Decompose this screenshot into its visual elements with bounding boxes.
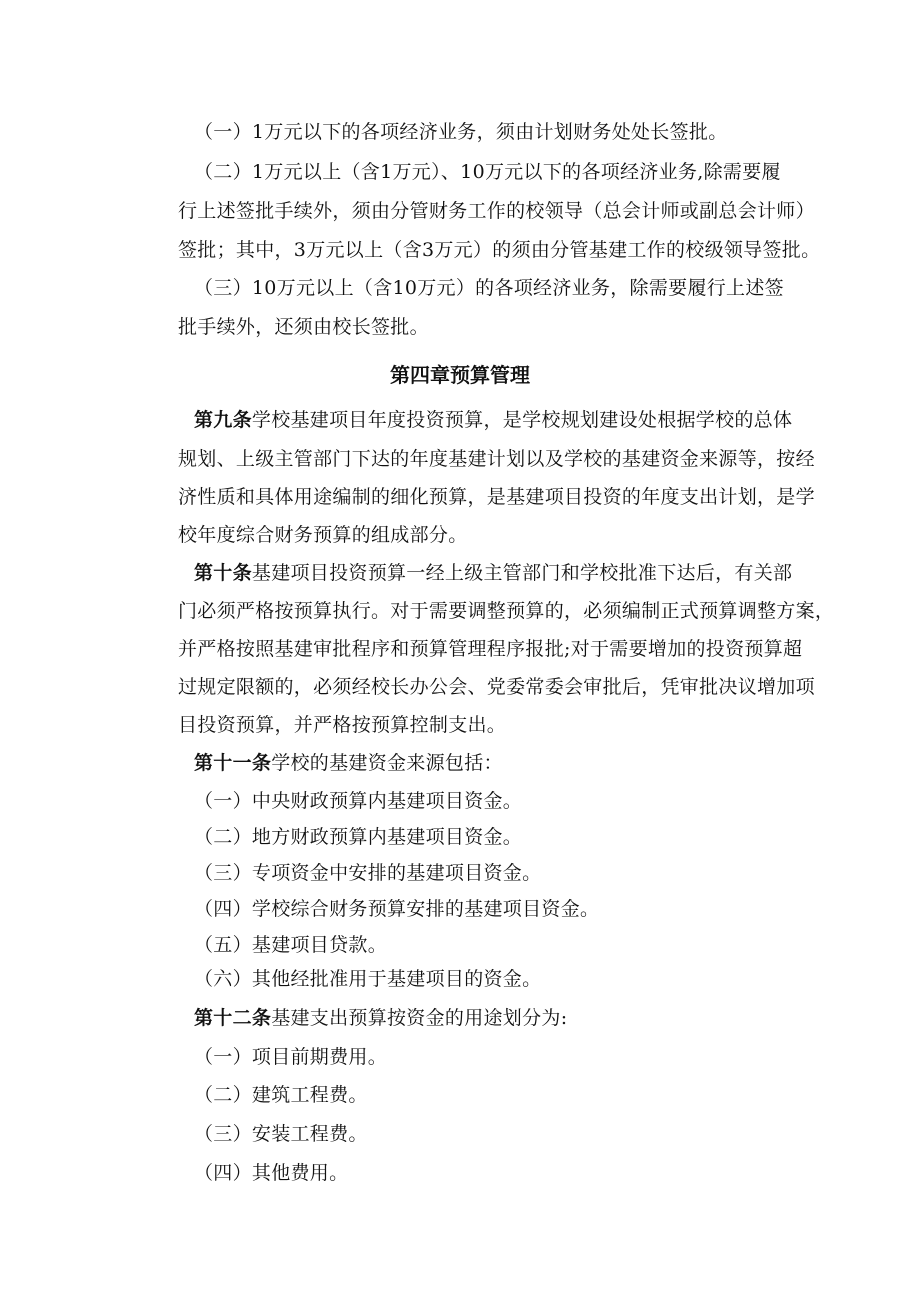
list-item: （四）学校综合财务预算安排的基建项目资金。 — [194, 898, 600, 920]
article-12-intro-text: 基建支出预算按资金的用途划分为: — [271, 1007, 568, 1029]
list-item: （三）安装工程费。 — [194, 1123, 368, 1145]
paragraph-item-2-line-2: 行上述签批手续外，须由分管财务工作的校领导（总会计师或副总会计师） — [178, 200, 815, 222]
article-12-intro — [194, 1005, 567, 1031]
chapter-heading: 第四章预算管理 — [390, 363, 530, 387]
list-item: （三）专项资金中安排的基建项目资金。 — [194, 862, 542, 884]
article-10-line-1 — [194, 560, 792, 586]
article-12-label: 第十二条 — [194, 1007, 272, 1029]
paragraph-item-3-line-1: （三）10万元以上（含10万元）的各项经济业务，除需要履行上述签 — [194, 277, 784, 299]
article-9-label: 第九条 — [194, 409, 252, 431]
article-10-line-5: 目投资预算，并严格按预算控制支出。 — [178, 714, 507, 736]
list-item: （一）项目前期费用。 — [194, 1046, 388, 1068]
article-11-intro — [194, 750, 503, 776]
article-9-line-2: 规划、上级主管部门下达的年度基建计划以及学校的基建资金来源等，按经 — [178, 448, 815, 470]
article-9-text-1: 学校基建项目年度投资预算，是学校规划建设处根据学校的总体 — [251, 409, 793, 431]
list-item: （二）建筑工程费。 — [194, 1084, 368, 1106]
paragraph-item-2-line-1: （二）1万元以上（含1万元）、10万元以下的各项经济业务,除需要履 — [194, 161, 781, 183]
paragraph-item-1: （一）1万元以下的各项经济业务，须由计划财务处处长签批。 — [194, 121, 728, 143]
article-10-line-3: 并严格按照基建审批程序和预算管理程序报批;对于需要增加的投资预算超 — [178, 638, 803, 660]
article-9-line-1 — [194, 407, 792, 433]
article-11-label: 第十一条 — [194, 752, 272, 774]
list-item: （二）地方财政预算内基建项目资金。 — [194, 826, 523, 848]
list-item: （五）基建项目贷款。 — [194, 934, 388, 956]
article-10-label: 第十条 — [194, 562, 252, 584]
list-item: （四）其他费用。 — [194, 1162, 349, 1184]
paragraph-item-3-line-2: 批手续外，还须由校长签批。 — [178, 316, 429, 338]
article-11-intro-text: 学校的基建资金来源包括： — [271, 752, 503, 774]
article-10-text-1: 基建项目投资预算一经上级主管部门和学校批准下达后，有关部 — [251, 562, 793, 584]
list-item: （六）其他经批准用于基建项目的资金。 — [194, 968, 542, 990]
article-10-line-2: 门必须严格按预算执行。对于需要调整预算的，必须编制正式预算调整方案， — [178, 600, 835, 622]
article-10-line-4: 过规定限额的，必须经校长办公会、党委常委会审批后，凭审批决议增加项 — [178, 676, 815, 698]
article-9-line-4: 校年度综合财务预算的组成部分。 — [178, 524, 468, 546]
article-9-line-3: 济性质和具体用途编制的细化预算，是基建项目投资的年度支出计划，是学 — [178, 486, 815, 508]
list-item: （一）中央财政预算内基建项目资金。 — [194, 790, 523, 812]
paragraph-item-2-line-3: 签批；其中，3万元以上（含3万元）的须由分管基建工作的校级领导签批。 — [178, 239, 821, 261]
